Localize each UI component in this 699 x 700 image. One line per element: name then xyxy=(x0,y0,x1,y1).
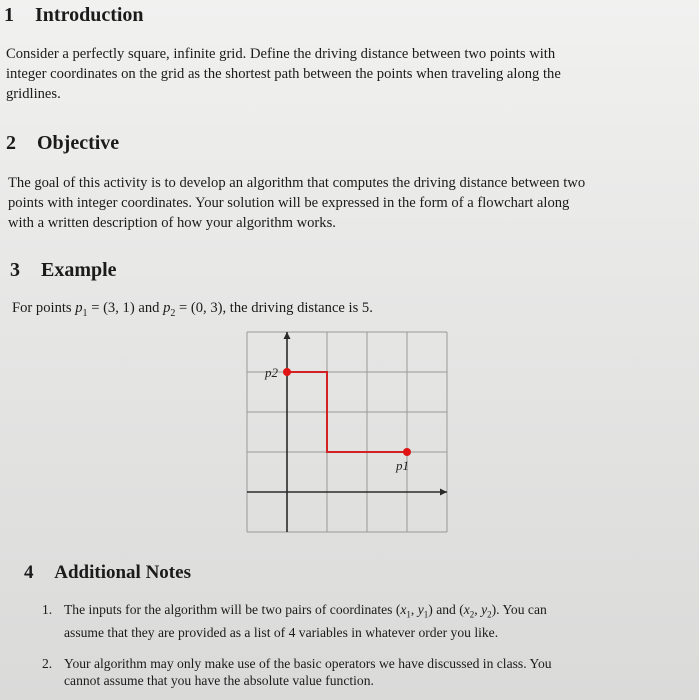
section-number: 1 xyxy=(4,4,14,26)
section-title: Objective xyxy=(37,132,120,154)
list-item-line: The inputs for the algorithm will be two pairs of coordinates ($x_1$, $y_1$) and ($x_2$, $y_2$). You can xyxy=(64,602,547,620)
axes xyxy=(247,332,447,532)
y-axis-arrow xyxy=(284,332,291,339)
list-item-line: cannot assume that you have the absolute value function. xyxy=(64,673,374,689)
example-text: For points $p_1 = (3$, 1) and $p_2 = (0$, 3), the driving distance is 5. xyxy=(12,300,373,319)
paragraph-line: with a written description of how your algorithm works. xyxy=(8,215,336,231)
example-sentence xyxy=(12,298,373,324)
paragraph-line: Consider a perfectly square, infinite grid. Define the driving distance between two points with xyxy=(6,46,556,62)
section-title: Additional Notes xyxy=(54,562,191,583)
paragraph-line: The goal of this activity is to develop an algorithm that computes the driving distance between two xyxy=(8,175,586,191)
point-p2 xyxy=(283,368,291,376)
list-item xyxy=(42,601,692,642)
section-2-heading xyxy=(6,132,119,155)
x-axis-arrow xyxy=(440,489,447,496)
section-1-heading xyxy=(4,4,144,27)
list-marker: 1. xyxy=(42,602,53,617)
list-item-line: assume that they are provided as a list of 4 variables in whatever order you like. xyxy=(64,625,499,641)
objective-paragraph xyxy=(8,173,692,233)
paragraph-line: points with integer coordinates. Your solution will be expressed in the form of a flowchart along xyxy=(8,195,570,211)
notes-list xyxy=(42,601,692,690)
label-p2: p2 xyxy=(265,365,278,380)
section-number: 4 xyxy=(24,562,34,583)
paragraph-line: gridlines. xyxy=(6,86,61,102)
grid-diagram xyxy=(246,331,448,535)
section-3-heading xyxy=(10,259,117,282)
list-item-line: Your algorithm may only make use of the basic operators we have discussed in class. You xyxy=(64,655,552,671)
section-title: Introduction xyxy=(35,4,144,26)
list-item xyxy=(42,655,692,690)
paragraph-line: integer coordinates on the grid as the shortest path between the points when traveling along the xyxy=(6,66,561,82)
intro-paragraph xyxy=(6,44,690,104)
point-p1 xyxy=(403,448,411,456)
section-title: Example xyxy=(41,259,117,281)
section-4-heading xyxy=(24,562,191,584)
list-marker: 2. xyxy=(42,655,53,671)
section-number: 3 xyxy=(10,259,20,281)
grid-lines xyxy=(247,332,447,532)
label-p1: p1 xyxy=(396,458,409,473)
section-number: 2 xyxy=(6,132,16,154)
